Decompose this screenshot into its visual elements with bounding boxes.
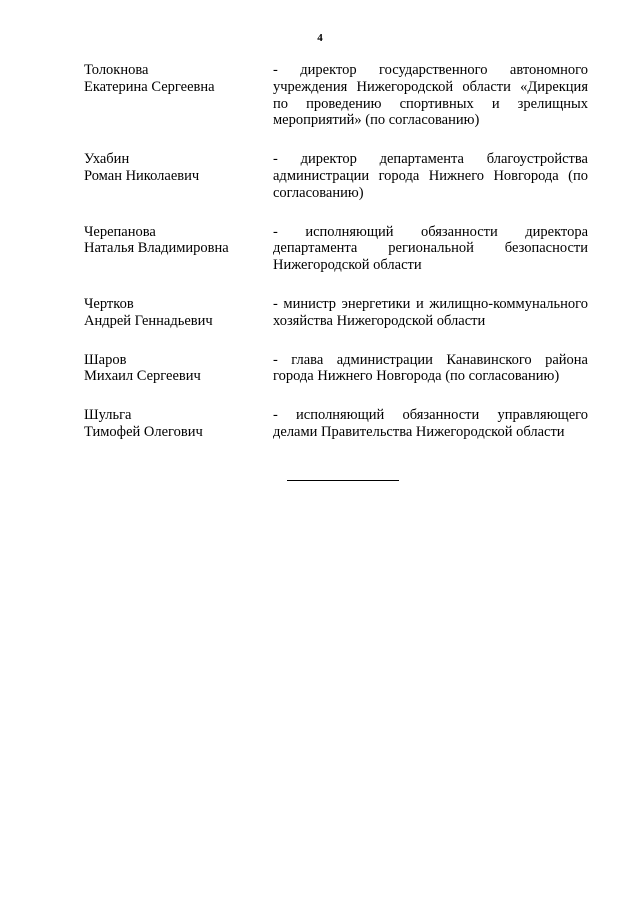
member-given-names: Наталья Владимировна: [84, 240, 229, 257]
member-surname: Черепанова: [84, 223, 156, 240]
member-surname: Толокнова: [84, 62, 149, 78]
member-given-names: Андрей Геннадьевич: [84, 312, 213, 329]
member-entry: [84, 224, 588, 274]
member-position: - директор государственного автономного учреждения Нижегородской области «Дирекция по проведению спортивных и зрелищных мероприятий» (по согласованию): [273, 62, 588, 129]
member-surname: Чертков: [84, 295, 134, 312]
member-name: [84, 407, 273, 441]
member-entry: [84, 151, 588, 201]
member-given-names: Тимофей Олегович: [84, 423, 203, 440]
member-position: - директор департамента благоустройства администрации города Нижнего Новгорода (по согласованию): [273, 151, 588, 201]
member-entry: [84, 407, 588, 441]
member-name: [84, 151, 273, 201]
member-entry: [84, 62, 588, 129]
member-surname: Шаров: [84, 351, 127, 368]
member-entry: [84, 296, 588, 330]
member-list: [84, 62, 588, 441]
page-number: 4: [317, 32, 323, 44]
member-position: - исполняющий обязанности управляющего делами Правительства Нижегородской области: [273, 407, 588, 440]
member-given-names: Михаил Сергеевич: [84, 368, 201, 385]
closing-divider-line: [287, 480, 399, 481]
member-name: [84, 352, 273, 386]
member-given-names: Роман Николаевич: [84, 167, 200, 184]
member-given-names: Екатерина Сергеевна: [84, 78, 215, 95]
member-name: [84, 296, 273, 330]
member-position: - исполняющий обязанности директора департамента региональной безопасности Нижегородской области: [273, 223, 588, 274]
member-position: - глава администрации Канавинского района города Нижнего Новгорода (по согласованию): [273, 351, 588, 385]
member-name: [84, 62, 273, 129]
member-name: [84, 224, 273, 274]
member-position: - министр энергетики и жилищно-коммунального хозяйства Нижегородской области: [273, 295, 588, 329]
member-surname: Ухабин: [84, 151, 130, 168]
member-entry: [84, 352, 588, 386]
member-surname: Шульга: [84, 407, 132, 424]
